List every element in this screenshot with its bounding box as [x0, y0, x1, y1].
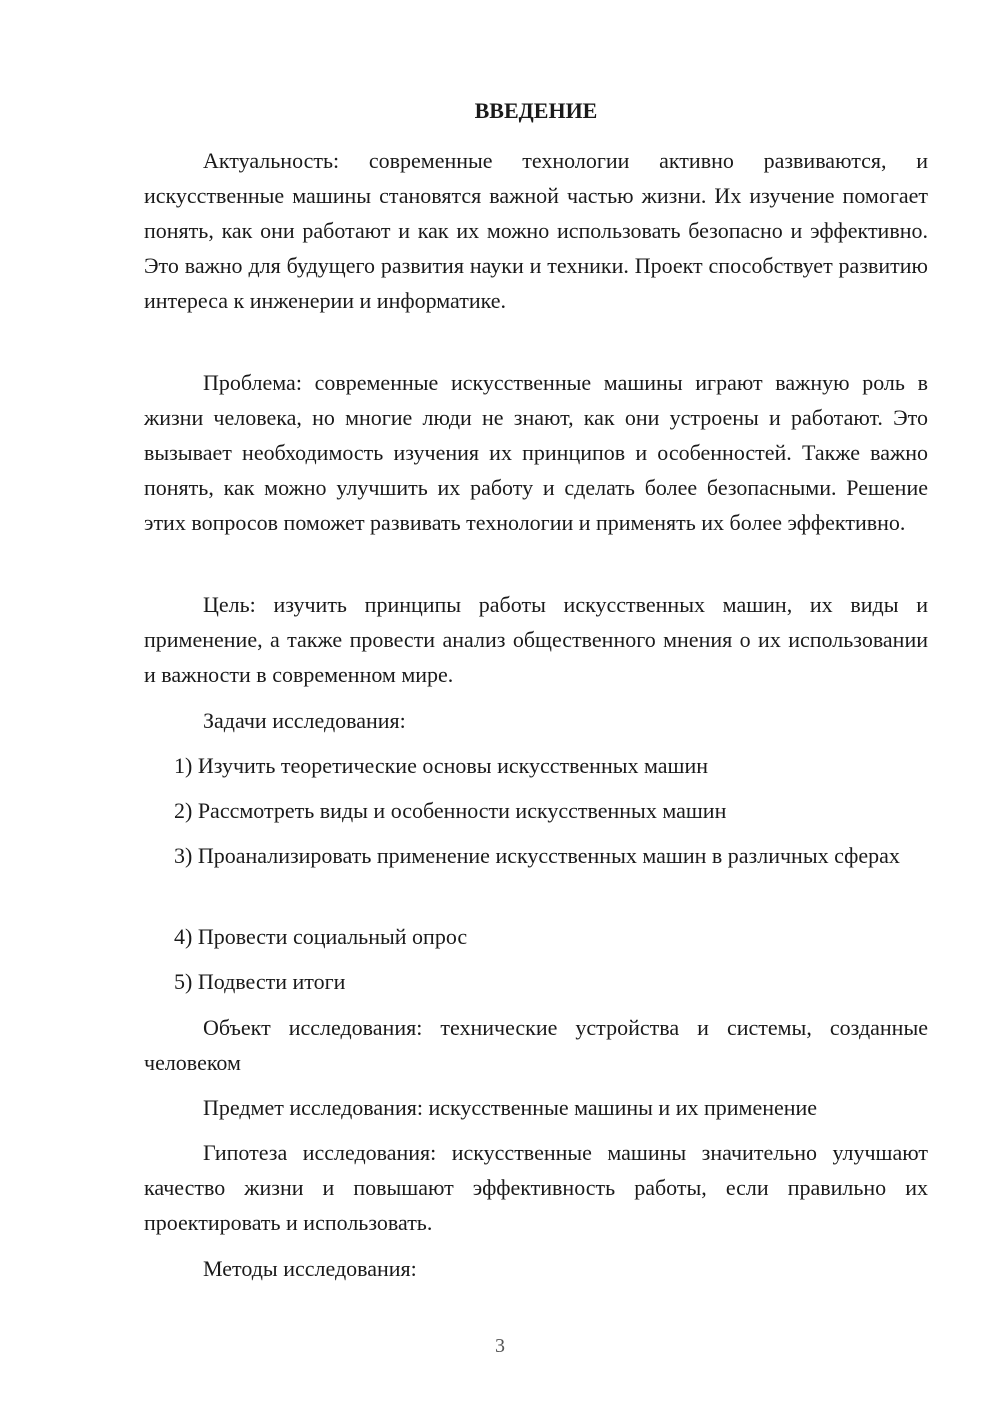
- paragraph-object: Объект исследования: технические устройства и системы, созданные человеком: [144, 1015, 928, 1075]
- task-item-2: 2) Рассмотреть виды и особенности искусственных машин: [174, 798, 727, 823]
- page-number: 3: [495, 1335, 505, 1357]
- task-item-1: 1) Изучить теоретические основы искусственных машин: [174, 753, 709, 778]
- paragraph-subject: Предмет исследования: искусственные машины и их применение: [203, 1095, 818, 1120]
- paragraph-goal: Цель: изучить принципы работы искусственных машин, их виды и применение, а также провести анализ общественного мнения о их использовании и важности в современном мире.: [144, 592, 928, 687]
- task-item-3: 3) Проанализировать применение искусственных машин в различных сферах: [174, 843, 900, 868]
- section-title: ВВЕДЕНИЕ: [474, 98, 598, 123]
- paragraph-problem: Проблема: современные искусственные машины играют важную роль в жизни человека, но многие люди не знают, как они устроены и работают. Это вызывает необходимость изучения их принципов и особенностей. Также важно понять, как можно улучшить их работу и сделать более безопасными. Решение этих вопросов поможет развивать технологии и применять их более эффективно.: [144, 370, 928, 535]
- task-item-4: 4) Провести социальный опрос: [174, 924, 468, 949]
- paragraph-methods: Методы исследования:: [203, 1256, 417, 1281]
- paragraph-hypothesis: Гипотеза исследования: искусственные машины значительно улучшают качество жизни и повышают эффективность работы, если правильно их проектировать и использовать.: [144, 1140, 928, 1235]
- task-item-5: 5) Подвести итоги: [174, 969, 346, 994]
- paragraph-tasks-heading: Задачи исследования:: [203, 708, 406, 733]
- paragraph-relevance: Актуальность: современные технологии активно развиваются, и искусственные машины становятся важной частью жизни. Их изучение помогает понять, как они работают и как их можно использовать безопасно и эффективно. Это важно для будущего развития науки и техники. Проект способствует развитию интереса к инженерии и информатике.: [144, 148, 928, 313]
